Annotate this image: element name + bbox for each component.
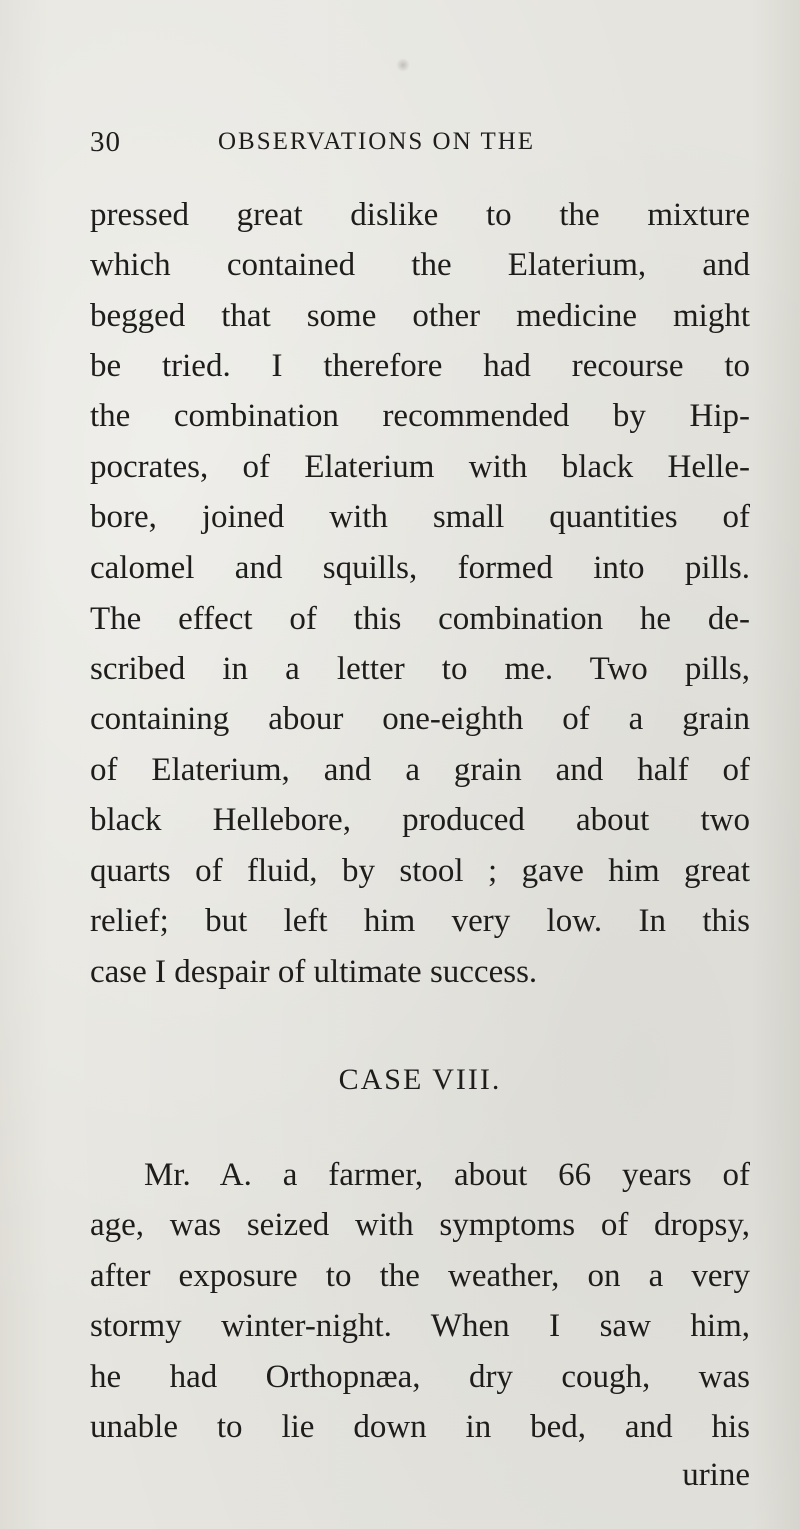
text-line: bore, joined with small quantities of [90,499,750,535]
text-line: calomel and squills, formed into pills. [90,550,750,586]
text-line: containing abour one-eighth of a grain [90,701,750,737]
text-line: begged that some other medicine might [90,298,750,334]
paper-blemish [396,58,410,72]
text-line: pocrates, of Elaterium with black Helle- [90,449,750,485]
text-line: age, was seized with symptoms of dropsy, [90,1207,750,1243]
text-line: Mr. A. a farmer, about 66 years of [144,1157,750,1193]
running-head [90,126,750,166]
text-line: which contained the Elaterium, and [90,247,750,283]
text-line: the combination recommended by Hip- [90,398,750,434]
text-line: relief; but left him very low. In this [90,903,750,939]
text-line: The effect of this combination he de- [90,601,750,637]
text-line: case I despair of ultimate success. [90,954,538,990]
catchword: urine [682,1457,750,1493]
page-number: 30 [90,126,121,158]
text-line: be tried. I therefore had recourse to [90,348,750,384]
text-line: quarts of fluid, by stool ; gave him great [90,853,750,889]
text-line: after exposure to the weather, on a very [90,1258,750,1294]
text-line: of Elaterium, and a grain and half of [90,752,750,788]
text-line: he had Orthopnæa, dry cough, was [90,1359,750,1395]
text-line: pressed great dislike to the mixture [90,197,750,233]
text-line: scribed in a letter to me. Two pills, [90,651,750,687]
text-line: black Hellebore, produced about two [90,802,750,838]
running-title: OBSERVATIONS ON THE [218,128,536,155]
section-heading: CASE VIII. [338,1063,502,1096]
text-line: unable to lie down in bed, and his [90,1409,750,1445]
text-line: stormy winter-night. When I saw him, [90,1308,750,1344]
